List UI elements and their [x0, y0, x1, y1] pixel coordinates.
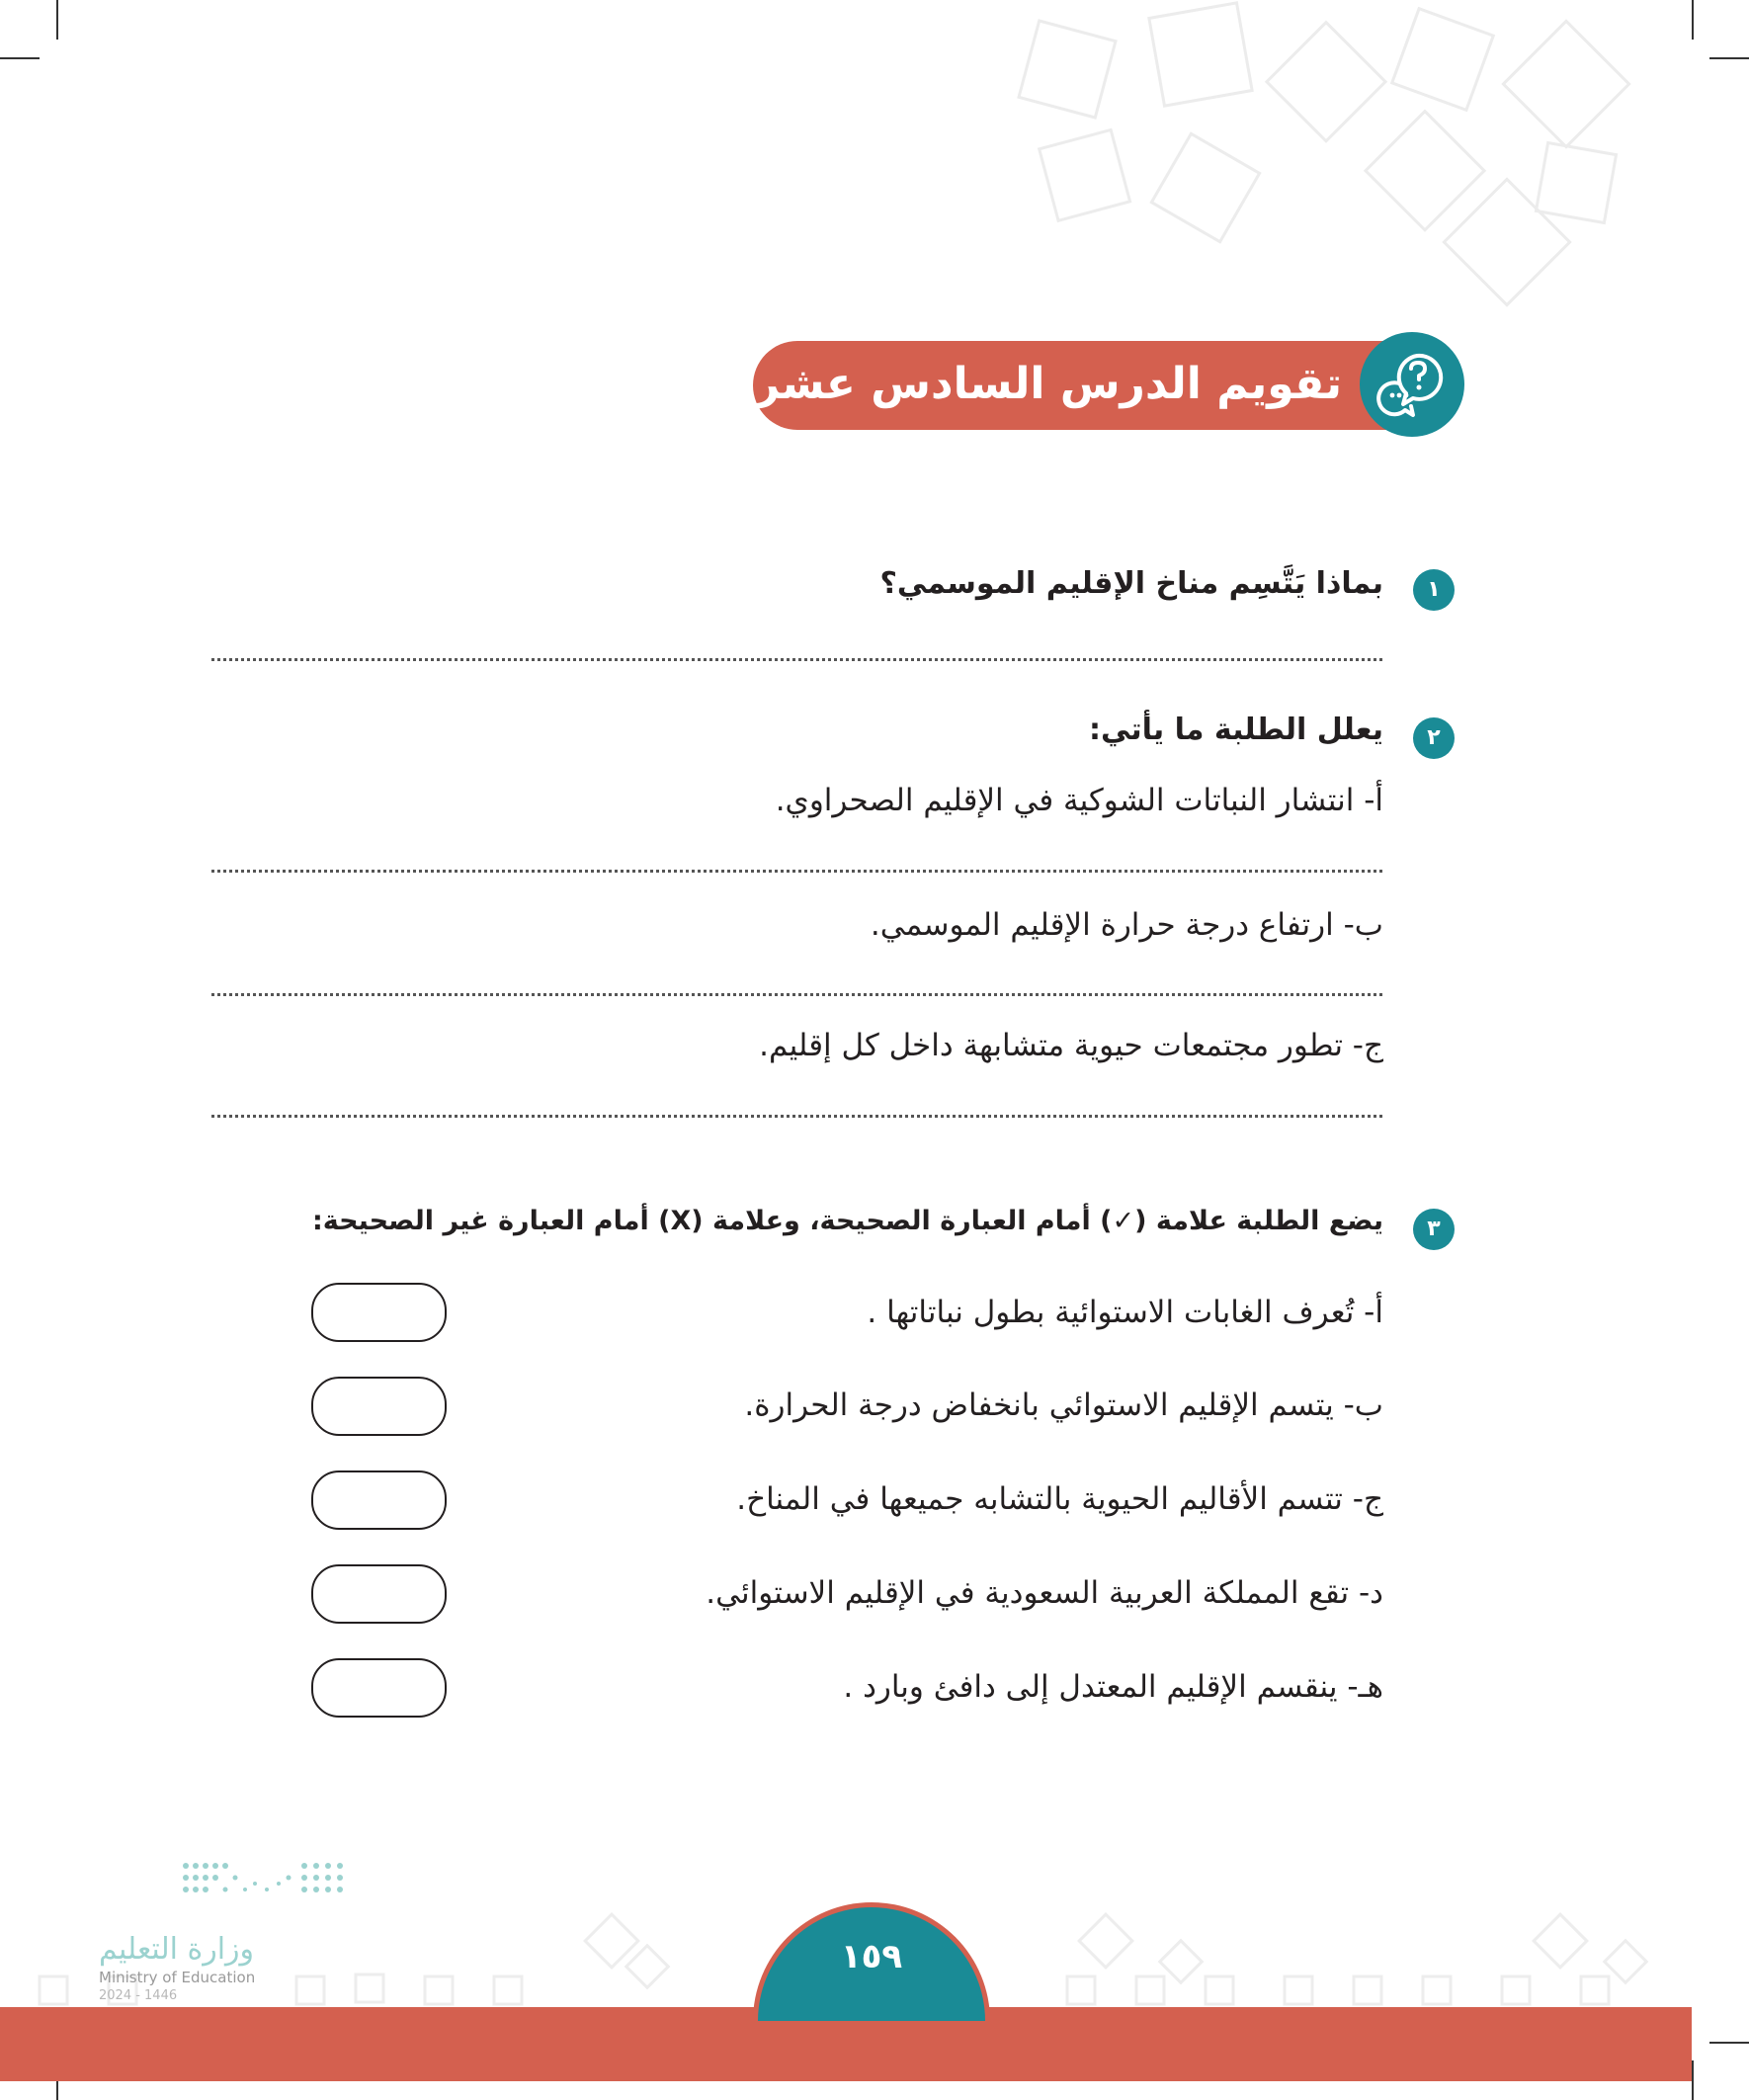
answer-box[interactable]	[311, 1283, 447, 1342]
question-3-item-a: أ- تُعرف الغابات الاستوائية بطول نباتاتها .	[867, 1295, 1383, 1330]
answer-line[interactable]	[211, 993, 1382, 996]
question-3-text: يضع الطلبة علامة (✓) أمام العبارة الصحيحة، وعلامة (X) أمام العبارة غير الصحيحة:	[311, 1206, 1383, 1236]
crop-mark	[1692, 2060, 1694, 2100]
question-3-item-c: ج- تتسم الأقاليم الحيوية بالتشابه جميعها في المناخ.	[736, 1481, 1383, 1517]
crop-mark	[1709, 57, 1749, 59]
question-3-item-e: هـ- ينقسم الإقليم المعتدل إلى دافئ وبارد .	[843, 1669, 1383, 1705]
answer-line[interactable]	[211, 870, 1382, 873]
crop-mark	[0, 57, 40, 59]
crop-mark	[1692, 0, 1694, 40]
answer-line[interactable]	[211, 1115, 1382, 1118]
answer-box[interactable]	[311, 1564, 447, 1624]
answer-box[interactable]	[311, 1377, 447, 1436]
question-number-badge: ٢	[1413, 717, 1455, 759]
lesson-title: تقويم الدرس السادس عشر	[754, 359, 1342, 409]
answer-line[interactable]	[211, 658, 1382, 661]
ministry-logo-icon	[178, 1858, 356, 1907]
question-2-item-a: أ- انتشار النباتات الشوكية في الإقليم الصحراوي.	[775, 783, 1383, 818]
answer-box[interactable]	[311, 1658, 447, 1718]
question-number-badge: ١	[1413, 569, 1455, 611]
page-number: ١٥٩	[840, 1937, 903, 1976]
question-number-badge: ٣	[1413, 1209, 1455, 1250]
crop-mark	[56, 0, 58, 40]
ministry-name-arabic: وزارة التعليم	[99, 1932, 255, 1967]
crop-mark	[1709, 2042, 1749, 2044]
question-2-item-b: ب- ارتفاع درجة حرارة الإقليم الموسمي.	[870, 907, 1383, 943]
ministry-name-english: Ministry of Education	[99, 1969, 256, 1986]
question-3-item-b: ب- يتسم الإقليم الاستوائي بانخفاض درجة الحرارة.	[744, 1387, 1383, 1423]
ministry-year: 2024 - 1446	[99, 1988, 178, 2003]
question-1-text: بماذا يَتَّسِم مناخ الإقليم الموسمي؟	[879, 566, 1383, 601]
question-3-item-d: د- تقع المملكة العربية السعودية في الإقليم الاستوائي.	[706, 1575, 1383, 1611]
question-2-text: يعلل الطلبة ما يأتي:	[1089, 713, 1383, 747]
answer-box[interactable]	[311, 1470, 447, 1530]
question-speech-bubble-icon	[1360, 332, 1464, 437]
question-2-item-c: ج- تطور مجتمعات حيوية متشابهة داخل كل إقليم.	[759, 1028, 1383, 1063]
lesson-title-banner	[753, 341, 1458, 430]
